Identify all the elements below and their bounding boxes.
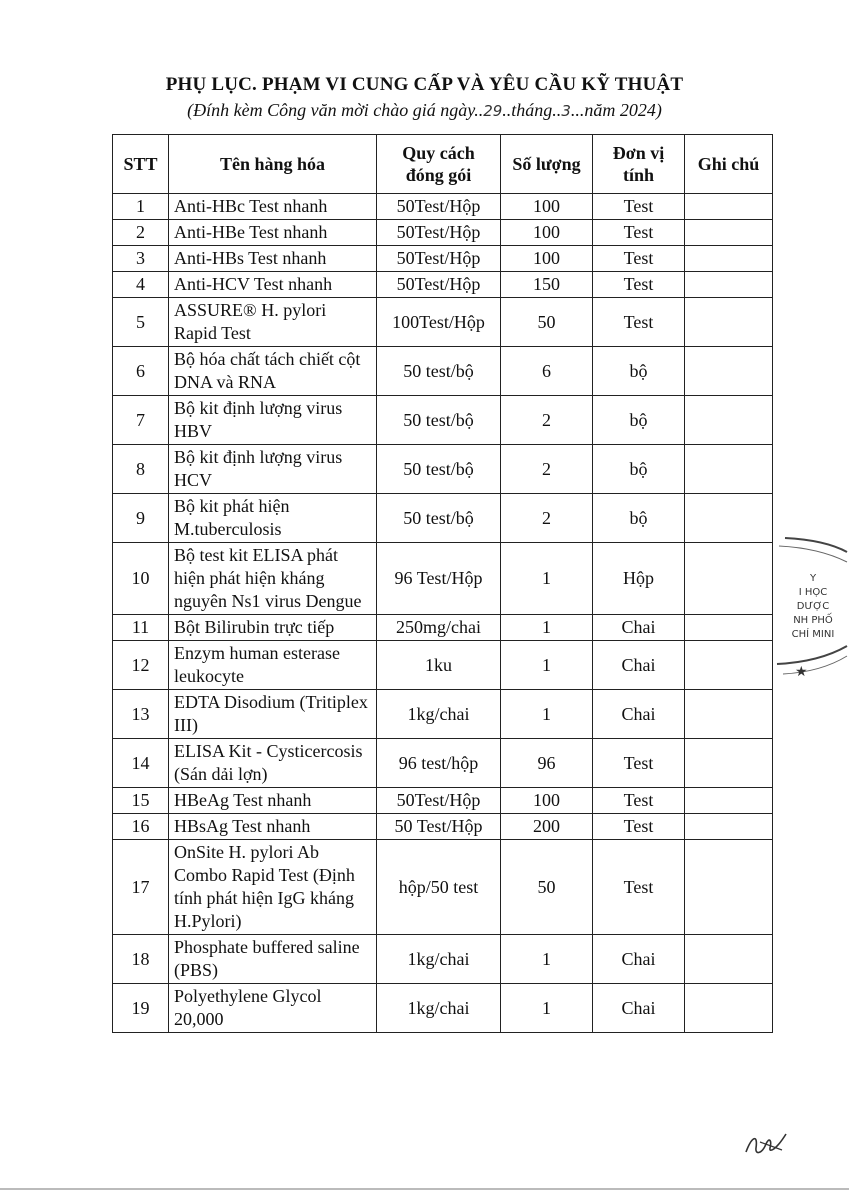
row-qty: 200 <box>501 814 593 840</box>
row-pack: 50 Test/Hộp <box>377 814 501 840</box>
row-qty: 2 <box>501 494 593 543</box>
subtitle-middle: ..tháng.. <box>502 100 562 120</box>
table-row <box>113 396 773 445</box>
row-unit: bộ <box>593 347 685 396</box>
row-stt: 2 <box>113 220 169 246</box>
row-pack: 1kg/chai <box>377 935 501 984</box>
row-stt: 15 <box>113 788 169 814</box>
row-qty: 1 <box>501 935 593 984</box>
row-qty: 1 <box>501 984 593 1033</box>
row-qty: 6 <box>501 347 593 396</box>
row-note <box>685 840 773 935</box>
row-name: HBeAg Test nhanh <box>169 788 377 814</box>
col-header-note: Ghi chú <box>685 135 773 194</box>
table-row <box>113 739 773 788</box>
row-pack: 96 Test/Hộp <box>377 543 501 615</box>
row-stt: 10 <box>113 543 169 615</box>
col-header-stt: STT <box>113 135 169 194</box>
row-stt: 19 <box>113 984 169 1033</box>
row-note <box>685 246 773 272</box>
col-header-qty: Số lượng <box>501 135 593 194</box>
table-row <box>113 220 773 246</box>
row-name: ASSURE® H. pylori Rapid Test <box>169 298 377 347</box>
row-qty: 1 <box>501 615 593 641</box>
row-pack: 100Test/Hộp <box>377 298 501 347</box>
handwritten-month: 3 <box>561 102 571 120</box>
row-qty: 100 <box>501 246 593 272</box>
row-stt: 9 <box>113 494 169 543</box>
row-unit: Chai <box>593 984 685 1033</box>
table-row <box>113 194 773 220</box>
table-row <box>113 814 773 840</box>
row-note <box>685 615 773 641</box>
page-subtitle <box>0 100 849 121</box>
row-stt: 13 <box>113 690 169 739</box>
row-stt: 12 <box>113 641 169 690</box>
row-unit: Test <box>593 814 685 840</box>
row-name: Anti-HBe Test nhanh <box>169 220 377 246</box>
row-unit: bộ <box>593 445 685 494</box>
row-qty: 1 <box>501 641 593 690</box>
row-note <box>685 272 773 298</box>
row-unit: bộ <box>593 494 685 543</box>
row-pack: 50Test/Hộp <box>377 788 501 814</box>
row-note <box>685 641 773 690</box>
row-note <box>685 984 773 1033</box>
row-name: Polyethylene Glycol 20,000 <box>169 984 377 1033</box>
table-row <box>113 788 773 814</box>
stamp-line: DƯỢC <box>796 601 830 612</box>
row-name: Anti-HBs Test nhanh <box>169 246 377 272</box>
row-name: Bộ kit định lượng virus HBV <box>169 396 377 445</box>
stamp-line: Y <box>809 573 817 584</box>
col-header-unit: Đơn vị tính <box>593 135 685 194</box>
row-stt: 14 <box>113 739 169 788</box>
row-pack: 50Test/Hộp <box>377 272 501 298</box>
table-row <box>113 246 773 272</box>
stamp-text <box>777 572 849 642</box>
row-pack: hộp/50 test <box>377 840 501 935</box>
row-note <box>685 298 773 347</box>
signature-icon <box>742 1128 790 1158</box>
row-unit: Chai <box>593 935 685 984</box>
row-pack: 96 test/hộp <box>377 739 501 788</box>
table-row <box>113 984 773 1033</box>
row-qty: 50 <box>501 840 593 935</box>
row-stt: 18 <box>113 935 169 984</box>
scan-edge-divider <box>0 1188 849 1190</box>
row-qty: 50 <box>501 298 593 347</box>
page-title: PHỤ LỤC. PHẠM VI CUNG CẤP VÀ YÊU CẦU KỸ THUẬT <box>165 74 684 95</box>
subtitle-suffix: ...năm 2024) <box>570 100 662 120</box>
row-stt: 6 <box>113 347 169 396</box>
row-pack: 50 test/bộ <box>377 347 501 396</box>
row-pack: 50Test/Hộp <box>377 194 501 220</box>
row-stt: 7 <box>113 396 169 445</box>
table-row <box>113 543 773 615</box>
row-qty: 96 <box>501 739 593 788</box>
row-note <box>685 194 773 220</box>
row-unit: Test <box>593 739 685 788</box>
row-stt: 17 <box>113 840 169 935</box>
row-name: Bộ kit định lượng virus HCV <box>169 445 377 494</box>
table-row <box>113 840 773 935</box>
table-row <box>113 298 773 347</box>
table-row <box>113 641 773 690</box>
row-unit: Test <box>593 840 685 935</box>
col-header-pack: Quy cách đóng gói <box>377 135 501 194</box>
row-name: Bột Bilirubin trực tiếp <box>169 615 377 641</box>
row-qty: 100 <box>501 194 593 220</box>
subtitle-prefix: (Đính kèm Công văn mời chào giá ngày.. <box>187 100 484 120</box>
goods-table <box>112 134 773 1033</box>
table-body <box>113 194 773 1033</box>
table-header-row <box>113 135 773 194</box>
row-note <box>685 935 773 984</box>
table-row <box>113 272 773 298</box>
row-name: ELISA Kit - Cysticercosis (Sán dải lợn) <box>169 739 377 788</box>
row-note <box>685 739 773 788</box>
row-stt: 4 <box>113 272 169 298</box>
row-stt: 3 <box>113 246 169 272</box>
row-name: Phosphate buffered saline (PBS) <box>169 935 377 984</box>
row-pack: 1ku <box>377 641 501 690</box>
row-name: EDTA Disodium (Tritiplex III) <box>169 690 377 739</box>
row-note <box>685 814 773 840</box>
row-stt: 1 <box>113 194 169 220</box>
table-row <box>113 494 773 543</box>
row-unit: Test <box>593 272 685 298</box>
row-name: OnSite H. pylori Ab Combo Rapid Test (Định tính phát hiện IgG kháng H.Pylori) <box>169 840 377 935</box>
row-note <box>685 220 773 246</box>
row-pack: 1kg/chai <box>377 690 501 739</box>
row-name: Bộ test kit ELISA phát hiện phát hiện kháng nguyên Ns1 virus Dengue <box>169 543 377 615</box>
row-qty: 1 <box>501 690 593 739</box>
table-row <box>113 445 773 494</box>
table-row <box>113 347 773 396</box>
row-unit: bộ <box>593 396 685 445</box>
row-unit: Test <box>593 246 685 272</box>
row-pack: 50Test/Hộp <box>377 220 501 246</box>
row-pack: 50 test/bộ <box>377 396 501 445</box>
stamp-line: I HỌC <box>798 587 828 598</box>
handwritten-day: 29 <box>483 102 503 120</box>
row-name: Enzym human esterase leukocyte <box>169 641 377 690</box>
svg-text:★: ★ <box>795 664 808 680</box>
table-row <box>113 935 773 984</box>
row-note <box>685 494 773 543</box>
row-stt: 16 <box>113 814 169 840</box>
row-name: HBsAg Test nhanh <box>169 814 377 840</box>
row-pack: 50Test/Hộp <box>377 246 501 272</box>
official-stamp <box>775 528 849 688</box>
row-note <box>685 543 773 615</box>
row-pack: 50 test/bộ <box>377 445 501 494</box>
row-stt: 8 <box>113 445 169 494</box>
row-name: Bộ hóa chất tách chiết cột DNA và RNA <box>169 347 377 396</box>
row-note <box>685 396 773 445</box>
row-qty: 2 <box>501 396 593 445</box>
stamp-line: NH PHỐ <box>793 615 833 626</box>
row-pack: 250mg/chai <box>377 615 501 641</box>
row-unit: Test <box>593 788 685 814</box>
table-row <box>113 615 773 641</box>
row-name: Anti-HCV Test nhanh <box>169 272 377 298</box>
row-pack: 50 test/bộ <box>377 494 501 543</box>
row-qty: 1 <box>501 543 593 615</box>
row-unit: Test <box>593 220 685 246</box>
row-unit: Test <box>593 298 685 347</box>
row-unit: Chai <box>593 690 685 739</box>
row-unit: Chai <box>593 641 685 690</box>
row-name: Anti-HBc Test nhanh <box>169 194 377 220</box>
table-row <box>113 690 773 739</box>
row-note <box>685 347 773 396</box>
stamp-line: CHÍ MINI <box>791 629 835 640</box>
row-qty: 2 <box>501 445 593 494</box>
row-pack: 1kg/chai <box>377 984 501 1033</box>
row-qty: 100 <box>501 788 593 814</box>
row-unit: Test <box>593 194 685 220</box>
row-qty: 100 <box>501 220 593 246</box>
row-name: Bộ kit phát hiện M.tuberculosis <box>169 494 377 543</box>
row-note <box>685 788 773 814</box>
row-note <box>685 690 773 739</box>
row-unit: Chai <box>593 615 685 641</box>
row-unit: Hộp <box>593 543 685 615</box>
row-stt: 11 <box>113 615 169 641</box>
row-qty: 150 <box>501 272 593 298</box>
row-note <box>685 445 773 494</box>
row-stt: 5 <box>113 298 169 347</box>
col-header-name: Tên hàng hóa <box>169 135 377 194</box>
